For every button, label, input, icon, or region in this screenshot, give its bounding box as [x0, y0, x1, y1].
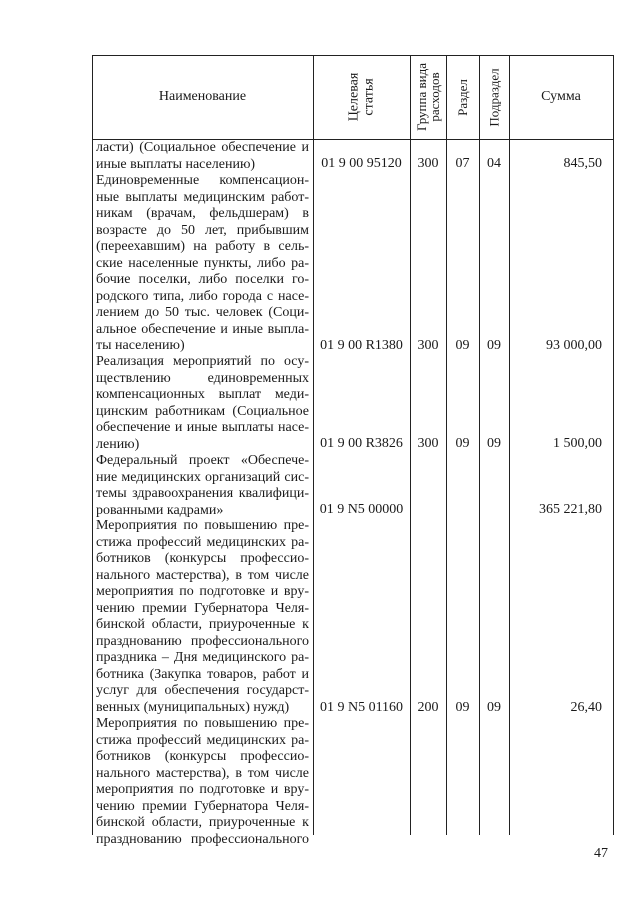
row-code: 01 9 00 R3826	[320, 436, 403, 451]
header-target-article-text	[346, 73, 376, 122]
row-line: бинской области, приуроченные к	[96, 815, 309, 830]
row-line: рованными кадрами»	[96, 502, 224, 518]
row-sum: 1 500,00	[553, 436, 602, 451]
row-line: никам (врачам, фельдшерам) в	[96, 206, 309, 221]
row-group: 200	[417, 700, 439, 715]
row-line: ные выплаты медицинским работ-	[96, 189, 309, 205]
table-row-name	[96, 716, 309, 848]
table-row-name	[96, 140, 309, 173]
row-line: чению премии Губернатора Челя-	[96, 600, 309, 616]
header-expense-group-line2: расходов	[427, 72, 443, 122]
page-number: 47	[594, 846, 608, 861]
row-group: 300	[417, 338, 439, 353]
table-row-name	[96, 453, 309, 519]
table-row-name	[96, 173, 309, 355]
row-subsection: 09	[487, 436, 501, 451]
row-line: ществлению единовременных	[96, 370, 309, 386]
row-line: ботников (конкурсы профессио-	[96, 551, 309, 566]
row-group: 300	[417, 156, 439, 171]
row-line: Мероприятия по повышению пре-	[96, 518, 309, 533]
header-expense-group-text	[415, 63, 441, 131]
header-section-text: Раздел	[455, 78, 470, 116]
row-line: празднованию профессионального	[96, 831, 309, 847]
row-code: 01 9 N5 01160	[319, 700, 404, 715]
row-subsection: 04	[487, 156, 501, 171]
row-code: 01 9 N5 00000	[319, 502, 404, 517]
table-row-name	[96, 518, 309, 716]
row-line: возрасте до 50 лет, прибывшим	[96, 222, 309, 238]
header-section	[446, 55, 479, 139]
table-row-name	[96, 354, 309, 453]
row-line: ботников (конкурсы профессио-	[96, 749, 309, 764]
row-line: (переехавшим) на работу в сель-	[96, 239, 309, 254]
row-line: услуг для обеспечения государст-	[96, 683, 309, 698]
row-section: 07	[455, 156, 470, 171]
row-line: обеспечение и иные выплаты насе-	[96, 420, 309, 435]
row-sum: 26,40	[570, 700, 602, 715]
header-subsection	[479, 55, 509, 139]
row-line: ние медицинских организаций сис-	[96, 469, 309, 485]
row-line: лению)	[96, 436, 140, 452]
row-line: празднованию профессионального	[96, 633, 309, 649]
row-sum: 365 221,80	[539, 502, 602, 517]
row-line: альное обеспечение и иные выпла-	[96, 321, 309, 337]
row-line: Реализация мероприятий по осу-	[96, 354, 309, 369]
header-sum	[509, 55, 613, 139]
row-line: чению премии Губернатора Челя-	[96, 798, 309, 814]
row-group: 300	[417, 436, 439, 451]
row-sum: 93 000,00	[546, 338, 602, 353]
row-subsection: 09	[487, 338, 501, 353]
row-line: мероприятия по подготовке и вру-	[96, 584, 309, 599]
header-expense-group	[410, 55, 446, 139]
row-section: 09	[455, 338, 470, 353]
header-target-article	[313, 55, 410, 139]
row-code: 01 9 00 95120	[321, 156, 402, 171]
row-line: ботника (Закупка товаров, работ и	[96, 666, 309, 682]
row-code: 01 9 00 R1380	[320, 338, 403, 353]
row-line: мероприятия по подготовке и вру-	[96, 782, 309, 797]
header-expense-group-line1: Группа вида	[414, 63, 430, 131]
header-name	[92, 55, 313, 139]
row-subsection: 09	[487, 700, 501, 715]
header-target-article-line1: Целевая	[346, 72, 362, 122]
header-target-article-line2: статья	[361, 78, 377, 116]
row-section: 09	[455, 700, 470, 715]
row-line: родского типа, либо города с насе-	[96, 288, 309, 304]
table-border-left	[92, 55, 93, 835]
row-line: лением до 50 тыс. человек (Соци-	[96, 305, 309, 320]
row-line: Мероприятия по повышению пре-	[96, 716, 309, 731]
row-line: нального мастерства), в том числе	[96, 567, 309, 583]
table-border-right	[613, 55, 614, 835]
row-sum: 845,50	[563, 156, 602, 171]
header-name-text: Наименование	[158, 89, 247, 104]
header-subsection-text: Подраздел	[486, 67, 502, 127]
row-line: темы здравоохранения квалифици-	[96, 486, 309, 501]
row-line: компенсационных выплат меди-	[96, 387, 309, 402]
row-line: иные выплаты населению)	[96, 156, 256, 172]
row-line: нального мастерства), в том числе	[96, 765, 309, 781]
row-line: ские населенные пункты, либо ра-	[96, 255, 309, 271]
row-line: бочие поселки, либо поселки го-	[96, 272, 309, 287]
row-line: Федеральный проект «Обеспече-	[96, 453, 309, 468]
row-line: праздника – Дня медицинского ра-	[96, 650, 309, 665]
row-section: 09	[455, 436, 470, 451]
row-line: ты населению)	[96, 338, 185, 353]
header-sum-text: Сумма	[541, 89, 581, 104]
row-line: ласти) (Социальное обеспечение и	[96, 140, 309, 155]
row-line: стижа профессий медицинских ра-	[96, 732, 309, 748]
row-line: венных (муниципальных) нужд)	[96, 699, 290, 715]
row-line: стижа профессий медицинских ра-	[96, 534, 309, 550]
row-line: бинской области, приуроченные к	[96, 617, 309, 632]
row-line: Единовременные компенсацион-	[96, 173, 309, 188]
row-line: цинским работникам (Социальное	[96, 403, 309, 419]
